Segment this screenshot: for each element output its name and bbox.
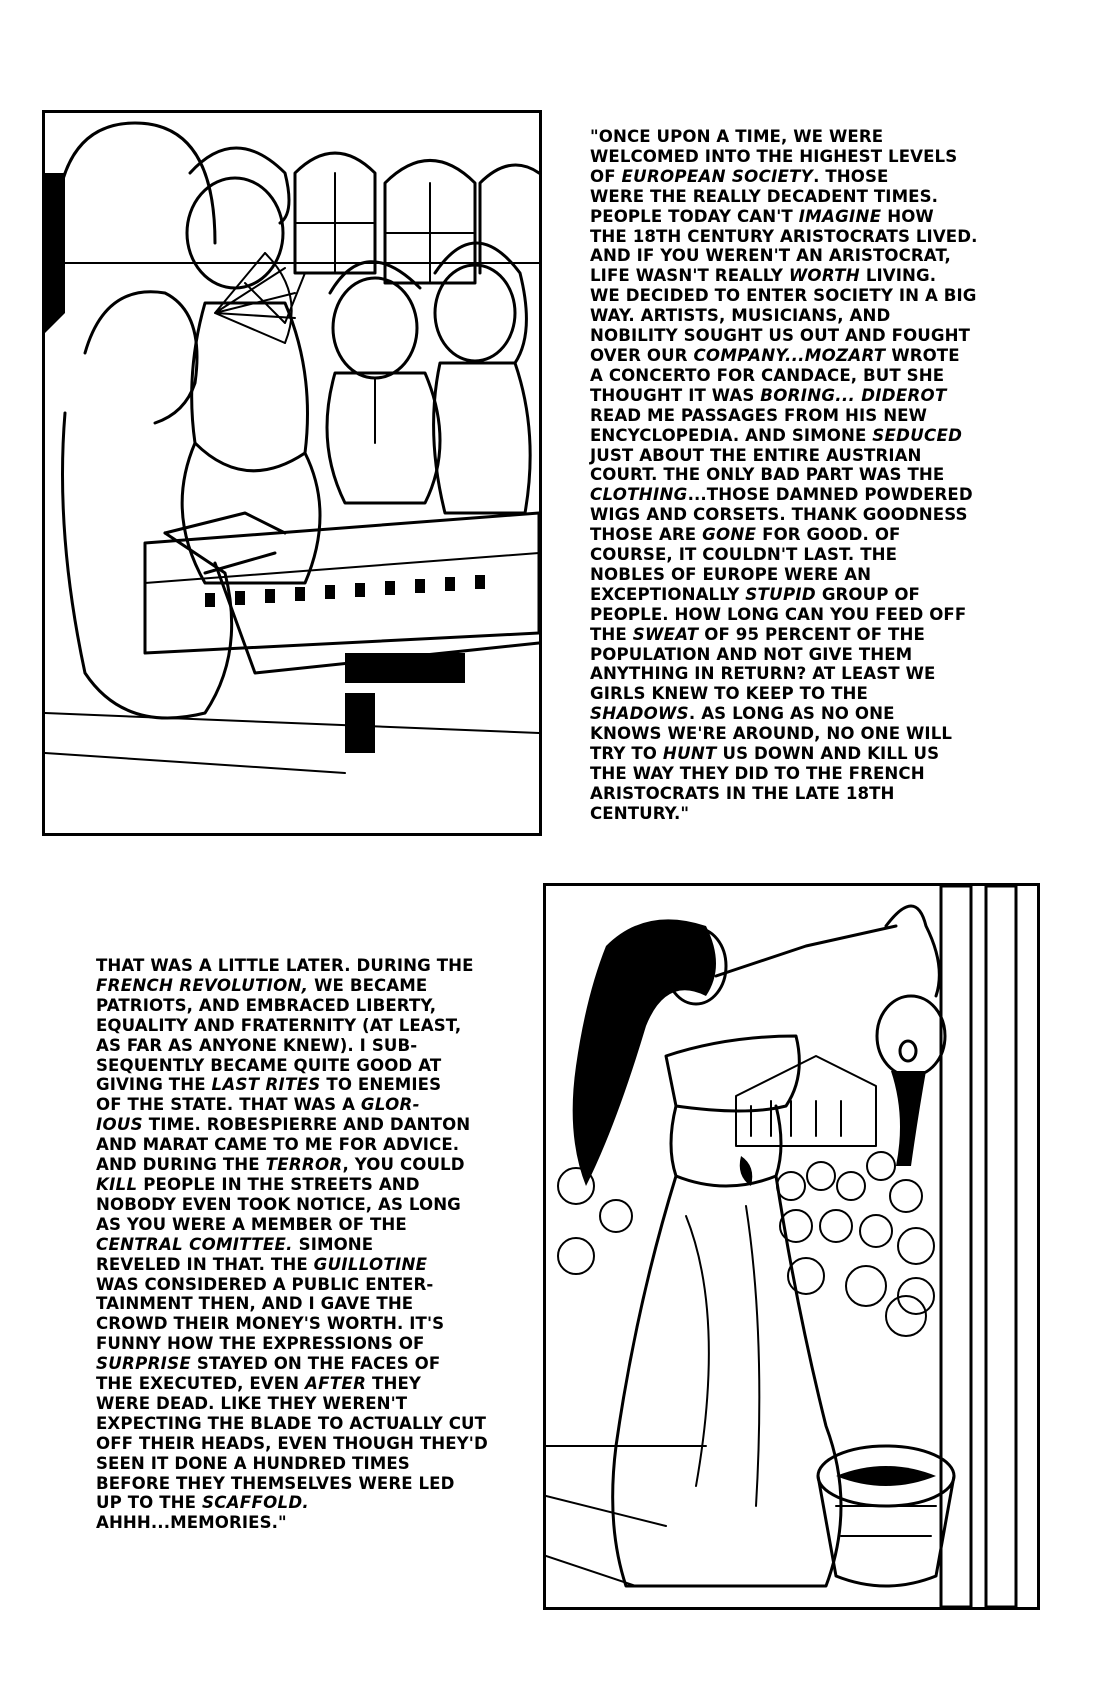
panel-guillotine-scene [543,883,1040,1610]
caption-line [96,1354,516,1374]
caption-text: REVELED IN THAT. THE [96,1254,314,1274]
caption-line [590,446,1010,466]
caption-text: THAT WAS A LITTLE LATER. DURING THE [96,956,474,975]
caption-text: GIRLS KNEW TO KEEP TO THE [590,684,868,704]
caption-text: WE DECIDED TO ENTER SOCIETY IN A BIG [590,286,977,306]
salon-illustration [45,113,539,833]
caption-text: "ONCE UPON A TIME, WE WERE [590,127,884,146]
caption-text: SIMONE [292,1234,374,1254]
caption-emphasis: SEDUCED [872,425,963,445]
caption-text: AND IF YOU WEREN'T AN ARISTOCRAT, [590,246,951,266]
caption-text: . AS LONG AS NO ONE [688,704,895,724]
caption-text: WIGS AND CORSETS. THANK GOODNESS [590,505,968,525]
caption-line [96,1294,516,1314]
caption-line [590,366,1010,386]
caption-text: WE BECAME [308,975,428,995]
caption-text: TAINMENT THEN, AND I GAVE THE [96,1294,414,1314]
caption-line [590,426,1010,446]
caption-text: READ ME PASSAGES FROM HIS NEW [590,405,928,425]
caption-line [590,187,1010,207]
caption-line [590,525,1010,545]
caption-emphasis: CENTRAL COMITTEE. [96,1234,293,1254]
caption-emphasis: GONE [702,525,757,545]
caption-text: THOSE ARE [590,525,703,545]
caption-text: SEEN IT DONE A HUNDRED TIMES [96,1453,410,1473]
caption-line [96,976,516,996]
caption-emphasis: SWEAT [632,624,699,644]
caption-emphasis: GLOR- [360,1095,420,1115]
caption-text: OVER OUR [590,345,694,365]
guillotine-illustration [546,886,1037,1607]
caption-line [590,485,1010,505]
caption-text: THE EXECUTED, EVEN [96,1374,306,1394]
caption-line [96,1195,516,1215]
panel-salon-harpsichord [42,110,542,836]
caption-line [96,1474,516,1494]
caption-line [590,764,1010,784]
caption-line [96,1036,516,1056]
caption-text: COURT. THE ONLY BAD PART WAS THE [590,465,945,485]
caption-line [590,406,1010,426]
caption-line [590,286,1010,306]
caption-emphasis: CLOTHING [590,485,688,505]
caption-line [590,804,1010,824]
caption-emphasis: SURPRISE [96,1354,192,1374]
caption-text: AND DURING THE [96,1155,266,1175]
caption-text: AND MARAT CAME TO ME FOR ADVICE. [96,1135,460,1155]
caption-text: POPULATION AND NOT GIVE THEM [590,644,913,664]
caption-text: WROTE [885,345,960,365]
caption-text: BEFORE THEY THEMSELVES WERE LED [96,1473,455,1493]
caption-text: NOBODY EVEN TOOK NOTICE, AS LONG [96,1194,461,1214]
caption-emphasis: AFTER [305,1374,367,1394]
caption-line [590,147,1010,167]
caption-text: TO ENEMIES [320,1075,442,1095]
caption-text: CENTURY." [590,803,690,823]
caption-text: EXPECTING THE BLADE TO ACTUALLY CUT [96,1413,487,1433]
caption-emphasis: SCAFFOLD. [201,1493,310,1513]
caption-line [590,664,1010,684]
caption-line [590,306,1010,326]
caption-line [96,1075,516,1095]
caption-text: THE WAY THEY DID TO THE FRENCH [590,764,925,783]
caption-line [590,545,1010,565]
caption-emphasis: HUNT [662,744,717,764]
caption-emphasis: TERROR [265,1155,343,1175]
caption-text: OFF THEIR HEADS, EVEN THOUGH THEY'D [96,1433,488,1453]
caption-text: STAYED ON THE FACES OF [191,1354,441,1374]
caption-text: WAY. ARTISTS, MUSICIANS, AND [590,306,891,326]
caption-line [590,744,1010,764]
caption-emphasis: WORTH [788,266,860,286]
caption-text: ...THOSE DAMNED POWDERED [687,485,973,505]
caption-text: WERE THE REALLY DECADENT TIMES. [590,186,939,206]
caption-text: GROUP OF [815,584,920,604]
caption-line [96,1414,516,1434]
caption-line [96,1275,516,1295]
caption-line [590,585,1010,605]
caption-text: LIFE WASN'T REALLY [590,266,789,286]
caption-line [96,1374,516,1394]
caption-text: COURSE, IT COULDN'T LAST. THE [590,545,898,565]
caption-emphasis: SHADOWS [590,704,689,724]
caption-text: NOBLES OF EUROPE WERE AN [590,564,872,584]
caption-text: ANYTHING IN RETURN? AT LEAST WE [590,664,936,684]
caption-line [590,724,1010,744]
caption-text: ARISTOCRATS IN THE LATE 18TH [590,783,895,803]
caption-text: UP TO THE [96,1493,202,1513]
caption-line [590,167,1010,187]
caption-emphasis: STUPID [745,584,816,604]
caption-text: THEY [366,1374,421,1394]
caption-line [590,246,1010,266]
caption-line [590,346,1010,366]
caption-line [590,684,1010,704]
caption-text: PEOPLE IN THE STREETS AND [137,1174,420,1194]
caption-line [96,1095,516,1115]
caption-emphasis: EUROPEAN SOCIETY [621,166,814,186]
caption-line [96,1255,516,1275]
caption-text: PEOPLE. HOW LONG CAN YOU FEED OFF [590,604,967,624]
caption-text: JUST ABOUT THE ENTIRE AUSTRIAN [590,445,922,465]
caption-emphasis: BORING... DIDEROT [760,385,947,405]
caption-line [96,1056,516,1076]
caption-text: PATRIOTS, AND EMBRACED LIBERTY, [96,995,437,1015]
caption-line [96,1016,516,1036]
caption-emphasis: COMPANY...MOZART [693,345,886,365]
caption-bottom-narration [96,956,516,1533]
caption-emphasis: FRENCH REVOLUTION, [96,975,309,995]
caption-text: KNOWS WE'RE AROUND, NO ONE WILL [590,724,953,744]
caption-line [96,1155,516,1175]
caption-text: FOR GOOD. OF [756,525,901,545]
caption-text: AHHH...MEMORIES." [96,1513,287,1533]
caption-text: NOBILITY SOUGHT US OUT AND FOUGHT [590,326,971,346]
caption-line [590,386,1010,406]
caption-emphasis: KILL [96,1174,138,1194]
caption-line [590,266,1010,286]
caption-text: OF 95 PERCENT OF THE [698,624,925,644]
caption-line [590,645,1010,665]
caption-text: OF [590,166,622,186]
caption-text: WERE DEAD. LIKE THEY WEREN'T [96,1393,408,1413]
caption-text: AS FAR AS ANYONE KNEW). I SUB- [96,1035,418,1055]
caption-text: EXCEPTIONALLY [590,584,746,604]
caption-line [96,1493,516,1513]
caption-line [96,1135,516,1155]
caption-text: TRY TO [590,744,663,764]
caption-text: US DOWN AND KILL US [716,744,940,764]
caption-emphasis: GUILLOTINE [313,1254,428,1274]
caption-line [590,326,1010,346]
caption-text: EQUALITY AND FRATERNITY (AT LEAST, [96,1015,462,1035]
caption-text: OF THE STATE. THAT WAS A [96,1095,361,1115]
caption-text: CROWD THEIR MONEY'S WORTH. IT'S [96,1314,445,1334]
caption-top-narration [590,127,1010,824]
caption-line [96,1434,516,1454]
caption-text: ENCYCLOPEDIA. AND SIMONE [590,425,873,445]
caption-line [96,1175,516,1195]
caption-text: . THOSE [813,166,889,186]
caption-emphasis: LAST RITES [211,1075,321,1095]
caption-text: SEQUENTLY BECAME QUITE GOOD AT [96,1055,442,1075]
caption-text: THE 18TH CENTURY ARISTOCRATS LIVED. [590,226,978,246]
caption-line [96,996,516,1016]
caption-text: GIVING THE [96,1075,212,1095]
caption-line [590,227,1010,247]
caption-text: HOW [881,206,934,226]
caption-line [96,956,516,976]
caption-text: WELCOMED INTO THE HIGHEST LEVELS [590,146,958,166]
caption-line [590,704,1010,724]
caption-emphasis: IMAGINE [798,206,882,226]
caption-line [96,1115,516,1135]
caption-text: AS YOU WERE A MEMBER OF THE [96,1214,407,1234]
caption-text: TIME. ROBESPIERRE AND DANTON [142,1115,471,1135]
caption-text: A CONCERTO FOR CANDACE, BUT SHE [590,365,945,385]
caption-line [590,207,1010,227]
caption-line [590,605,1010,625]
caption-emphasis: IOUS [96,1115,143,1135]
caption-text: , YOU COULD [342,1155,465,1175]
caption-line [96,1454,516,1474]
caption-line [590,127,1010,147]
caption-line [96,1314,516,1334]
caption-text: WAS CONSIDERED A PUBLIC ENTER- [96,1274,434,1294]
caption-text: THOUGHT IT WAS [590,385,761,405]
caption-text: LIVING. [859,266,937,286]
caption-line [96,1394,516,1414]
caption-text: THE [590,624,633,644]
caption-text: FUNNY HOW THE EXPRESSIONS OF [96,1334,425,1354]
caption-line [590,465,1010,485]
caption-line [96,1334,516,1354]
caption-line [96,1513,516,1533]
caption-line [590,784,1010,804]
caption-line [96,1235,516,1255]
caption-line [590,505,1010,525]
caption-line [96,1215,516,1235]
caption-line [590,565,1010,585]
caption-line [590,625,1010,645]
caption-text: PEOPLE TODAY CAN'T [590,206,799,226]
